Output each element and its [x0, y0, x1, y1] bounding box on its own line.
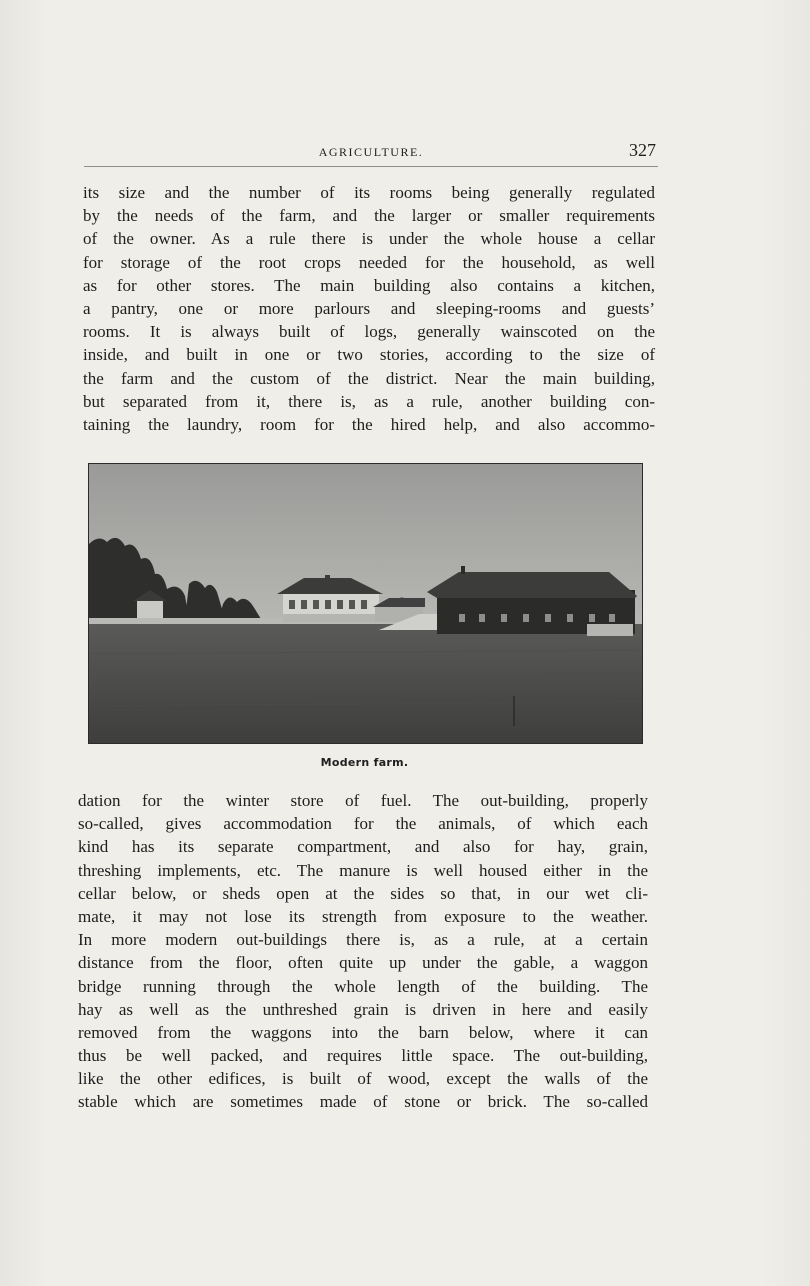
text-line: cellar below, or sheds open at the sides so that, in our wet cli-: [78, 883, 648, 903]
text-line: like the other edifices, is built of wood, except the walls of the: [78, 1069, 648, 1089]
text-line: hay as well as the unthreshed grain is driven in here and easily: [78, 999, 648, 1019]
text-line: In more modern out-buildings there is, as a rule, at a certain: [78, 930, 648, 950]
paragraph-top: [83, 181, 655, 436]
text-line: as for other stores. The main building also contains a kitchen,: [83, 275, 655, 295]
page-number: 327: [629, 140, 656, 160]
text-line: but separated from it, there is, as a rule, another building con-: [83, 391, 655, 411]
text-line: rooms. It is always built of logs, generally wainscoted on the: [83, 322, 655, 342]
text-line: so-called, gives accommodation for the animals, of which each: [78, 814, 648, 834]
text-line: the farm and the custom of the district. Near the main building,: [83, 368, 655, 388]
running-header: [84, 142, 658, 167]
farm-photograph: [88, 463, 643, 744]
running-title: AGRICULTURE.: [318, 145, 424, 159]
text-line: for storage of the root crops needed for the household, as well: [83, 252, 655, 272]
text-line: bridge running through the whole length of the building. The: [78, 976, 648, 996]
text-line: a pantry, one or more parlours and sleeping-rooms and guests’: [83, 298, 655, 318]
text-line: dation for the winter store of fuel. The out-building, properly: [78, 791, 648, 810]
text-line: taining the laundry, room for the hired help, and also accommo-: [83, 414, 655, 434]
text-line: kind has its separate compartment, and also for hay, grain,: [78, 837, 648, 857]
text-line: distance from the floor, often quite up under the gable, a waggon: [78, 953, 648, 973]
text-line: by the needs of the farm, and the larger or smaller requirements: [83, 206, 655, 226]
text-line: threshing implements, etc. The manure is well housed either in the: [78, 860, 648, 880]
text-line: removed from the waggons into the barn below, where it can: [78, 1022, 648, 1042]
text-line: inside, and built in one or two stories, according to the size of: [83, 345, 655, 365]
figure-caption: Modern farm.: [320, 756, 409, 769]
paragraph-bottom: [78, 789, 648, 1114]
text-line: of the owner. As a rule there is under the whole house a cellar: [83, 229, 655, 249]
text-line: thus be well packed, and requires little space. The out-building,: [78, 1046, 648, 1066]
text-line: its size and the number of its rooms being generally regulated: [83, 183, 655, 202]
text-line: mate, it may not lose its strength from exposure to the weather.: [78, 906, 648, 926]
text-line: stable which are sometimes made of stone or brick. The so-called: [78, 1092, 648, 1112]
